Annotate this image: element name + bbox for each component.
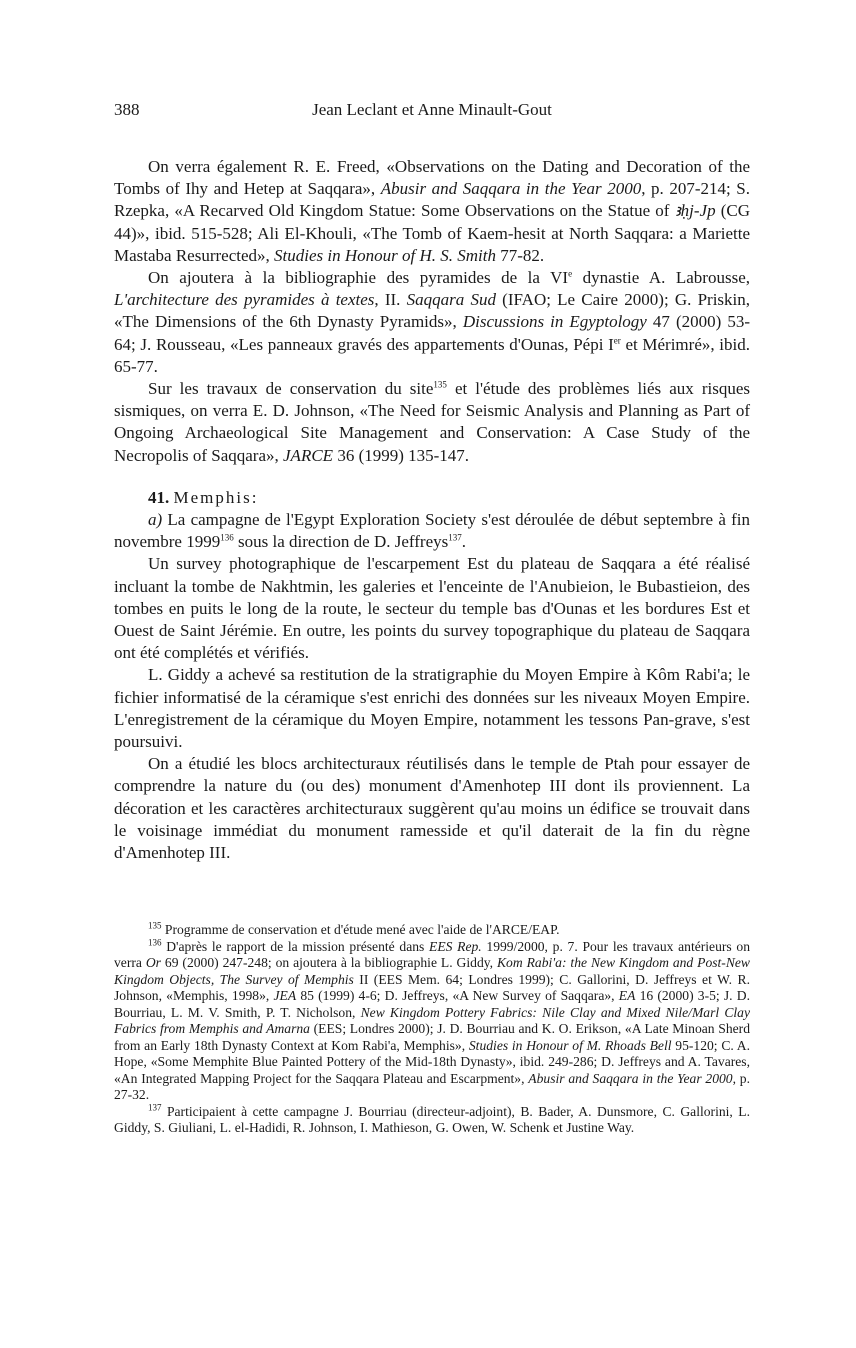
footnote-136: $^{136}$ D'après le rapport de la mission présenté dans EES Rep. 1999/2000, p. 7. Pour les travaux antérieurs on verra Or 69 (2000) 247-248; on ajoutera à la bibliographie L. Giddy, Kom Rabi'a: the New Kingdom and Post-New Kingdom Objects, The Survey of Memphis II (EES Mem. 64; Londres 1999); C. Gallorini, D. Jeffreys et W. R. Johnson, «Memphis, 1998», JEA 85 (1999) 4-6; D. Jeffreys, «A New Survey of Saqqara», EA 16 (2000) 3-5; J. D. Bourriau, L. M. V. Smith, P. T. Nicholson, New Kingdom Pottery Fabrics: Nile Clay and Mixed Nile/Marl Clay Fabrics from Memphis and Amarna (EES; Londres 2000); J. D. Bourriau and K. O. Erikson, «A Late Minoan Sherd from an Early 18th Dynasty Context at Kom Rabi'a, Memphis», Studies in Honour of M. Rhoads Bell 95-120; C. A. Hope, «Some Memphite Blue Painted Pottery of the Mid-18th Dynasty», ibid. 249-286; D. Jeffreys and A. Tavares, «An Integrated Mapping Project for the Saqqara Plateau and Escarpment», Abusir and Saqqara in the Year 2000, p. 27-32.: [114, 936, 751, 1102]
footnote-ref-137: 137: [448, 532, 462, 543]
paragraph-survey: Un survey photographique de l'escarpement Est du plateau de Saqqara a été réalisé incluant la tombe de Nakhtmin, les galeries et l'enceinte de l'Anubieion, le Bubastieion, des tombes en puits le long de la route, le secteur du temple bas d'Ounas et les bordures Est et Ouest de Saint Jérémie. En outre, les points du survey topographique du plateau de Saqqara ont été complétés et vérifiés.: [114, 554, 750, 663]
footnote-135: $^{135}$ Programme de conservation et d'étude mené avec l'aide de l'ARCE/EAP.: [148, 920, 560, 937]
paragraph-ptah: On a étudié les blocs architecturaux réutilisés dans le temple de Ptah pour essayer de comprendre la nature du (ou des) monument d'Amenhotep III dont ils proviennent. La décoration et les caractères architecturaux suggèrent qu'au moins un édifice se trouvait dans le voisinage immédiat du monument ramesside et qu'il daterait de la fin du règne d'Amenhotep III.: [114, 754, 750, 863]
running-title: Jean Leclant et Anne Minault-Gout: [312, 100, 552, 119]
paragraph-pyramids: On ajoutera à la bibliographie des pyramides de la VIe dynastie A. Labrousse, L'architecture des pyramides à textes, II. Saqqara Sud (IFAO; Le Caire 2000); G. Priskin, «The Dimensions of the 6th Dynasty Pyramids», Discussions in Egyptology 47 (2000) 53-64; J. Rousseau, «Les panneaux gravés des appartements d'Ounas, Pépi Ier et Mérimré», ibid. 65-77.: [114, 268, 751, 376]
footnote-ref-135: 135: [433, 379, 447, 390]
paragraph-campaign: a) La campagne de l'Egypt Exploration Society s'est déroulée de début septembre à fin novembre 1999$^{136}$ sous la direction de D. Jeffreys$^{137}$.: [114, 510, 750, 552]
paragraph-giddy: L. Giddy a achevé sa restitution de la stratigraphie du Moyen Empire à Kôm Rabi'a; le fichier informatisé de la céramique s'est enrichi des données sur les niveaux Moyen Empire. L'enregistrement de la céramique du Moyen Empire, notamment les tessons Pan-grave, s'est poursuivi.: [114, 665, 750, 752]
footnote-137: $^{137}$ Participaient à cette campagne J. Bourriau (directeur-adjoint), B. Bader, A. Dunsmore, C. Gallorini, L. Giddy, S. Giuliani, L. el-Hadidi, R. Johnson, I. Mathieson, G. Owen, W. Schenk et Justine Way.: [114, 1101, 750, 1135]
page-number: 388: [114, 100, 140, 119]
section-heading: [114, 487, 750, 509]
paragraph-conservation: Sur les travaux de conservation du site$^{135}$ et l'étude des problèmes liés aux risques sismiques, on verra E. D. Johnson, «The Need for Seismic Analysis and Planning as Part of Ongoing Archaeological Site Management and Conservation: A Case Study of the Necropolis of Saqqara», JARCE 36 (1999) 135-147.: [114, 379, 750, 465]
main-text: [114, 156, 750, 864]
paragraph-freed: On verra également R. E. Freed, «Observations on the Dating and Decoration of the Tombs of Ihy and Hetep at Saqqara», Abusir and Saqqara in the Year 2000, p. 207-214; S. Rzepka, «A Recarved Old Kingdom Statue: Some Observations on the Statue of ꜣḥj-Jp (CG 44)», ibid. 515-528; Ali El-Khouli, «The Tomb of Kaem-hesit at North Saqqara: a Mariette Mastaba Resurrected», Studies in Honour of H. S. Smith 77-82.: [114, 157, 751, 265]
footnote-ref-136: 136: [220, 532, 234, 543]
section-number: 41.: [148, 487, 170, 507]
footnotes: [114, 922, 750, 1137]
section-title: Memphis:: [173, 487, 259, 507]
page-header: [114, 100, 750, 130]
